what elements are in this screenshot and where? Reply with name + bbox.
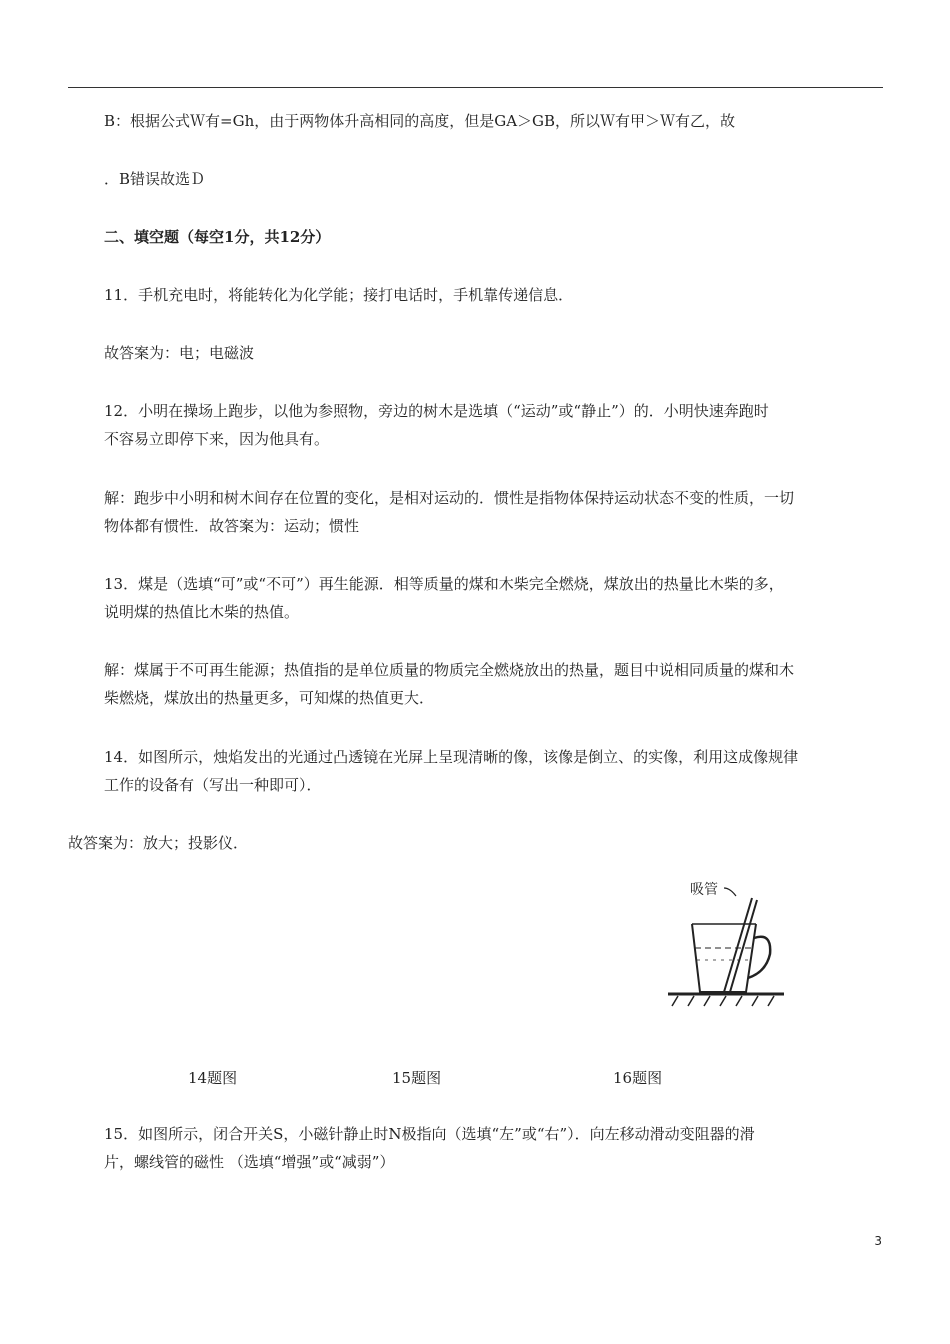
text-line: ．B错误故选Ｄ xyxy=(104,170,206,188)
question-15-line2: 片，螺线管的磁性 （选填“增强”或“减弱”） xyxy=(104,1153,395,1171)
caption-fig16: 16题图 xyxy=(613,1069,663,1087)
question-15-line1: 15．如图所示，闭合开关S，小磁针静止时N极指向（选填“左”或“右”）．向左移动滑动变阻器的滑 xyxy=(104,1125,755,1143)
header-rule xyxy=(68,87,883,88)
straw-label: 吸管 xyxy=(690,882,718,898)
section-heading: 二、填空题（每空1分，共12分） xyxy=(104,228,331,246)
caption-fig15: 15题图 xyxy=(392,1069,442,1087)
text-line: B：根据公式Ｗ有=Gh，由于两物体升高相同的高度，但是GA＞GB，所以Ｗ有甲＞Ｗ有乙，故 xyxy=(104,112,736,130)
answer-12-line2: 物体都有惯性．故答案为：运动；惯性 xyxy=(104,517,360,535)
question-13-line1: 13．煤是（选填“可”或“不可”）再生能源．相等质量的煤和木柴完全燃烧，煤放出的热量比木柴的多， xyxy=(104,575,784,593)
caption-fig14: 14题图 xyxy=(188,1069,238,1087)
answer-14: 故答案为：放大；投影仪． xyxy=(68,834,249,852)
question-12-line1: 12．小明在操场上跑步，以他为参照物，旁边的树木是选填（“运动”或“静止”）的．小明快速奔跑时 xyxy=(104,402,769,420)
page-number: 3 xyxy=(874,1234,882,1248)
answer-11: 故答案为：电；电磁波 xyxy=(104,344,255,362)
answer-12-line1: 解：跑步中小明和树木间存在位置的变化，是相对运动的．惯性是指物体保持运动状态不变的性质，一切 xyxy=(104,489,795,507)
cup-straw-figure xyxy=(664,876,794,1012)
question-12-line2: 不容易立即停下来，因为他具有。 xyxy=(104,430,330,448)
question-13-line2: 说明煤的热值比木柴的热值。 xyxy=(104,603,300,621)
answer-13-line1: 解：煤属于不可再生能源；热值指的是单位质量的物质完全燃烧放出的热量，题目中说相同质量的煤和木 xyxy=(104,661,795,679)
question-14-line2: 工作的设备有（写出一种即可）． xyxy=(104,776,322,794)
question-11: 11．手机充电时，将能转化为化学能；接打电话时，手机靠传递信息． xyxy=(104,286,574,304)
answer-13-line2: 柴燃烧，煤放出的热量更多，可知煤的热值更大． xyxy=(104,689,435,707)
question-14-line1: 14．如图所示，烛焰发出的光通过凸透镜在光屏上呈现清晰的像，该像是倒立、的实像，利用这成像规律 xyxy=(104,748,799,766)
